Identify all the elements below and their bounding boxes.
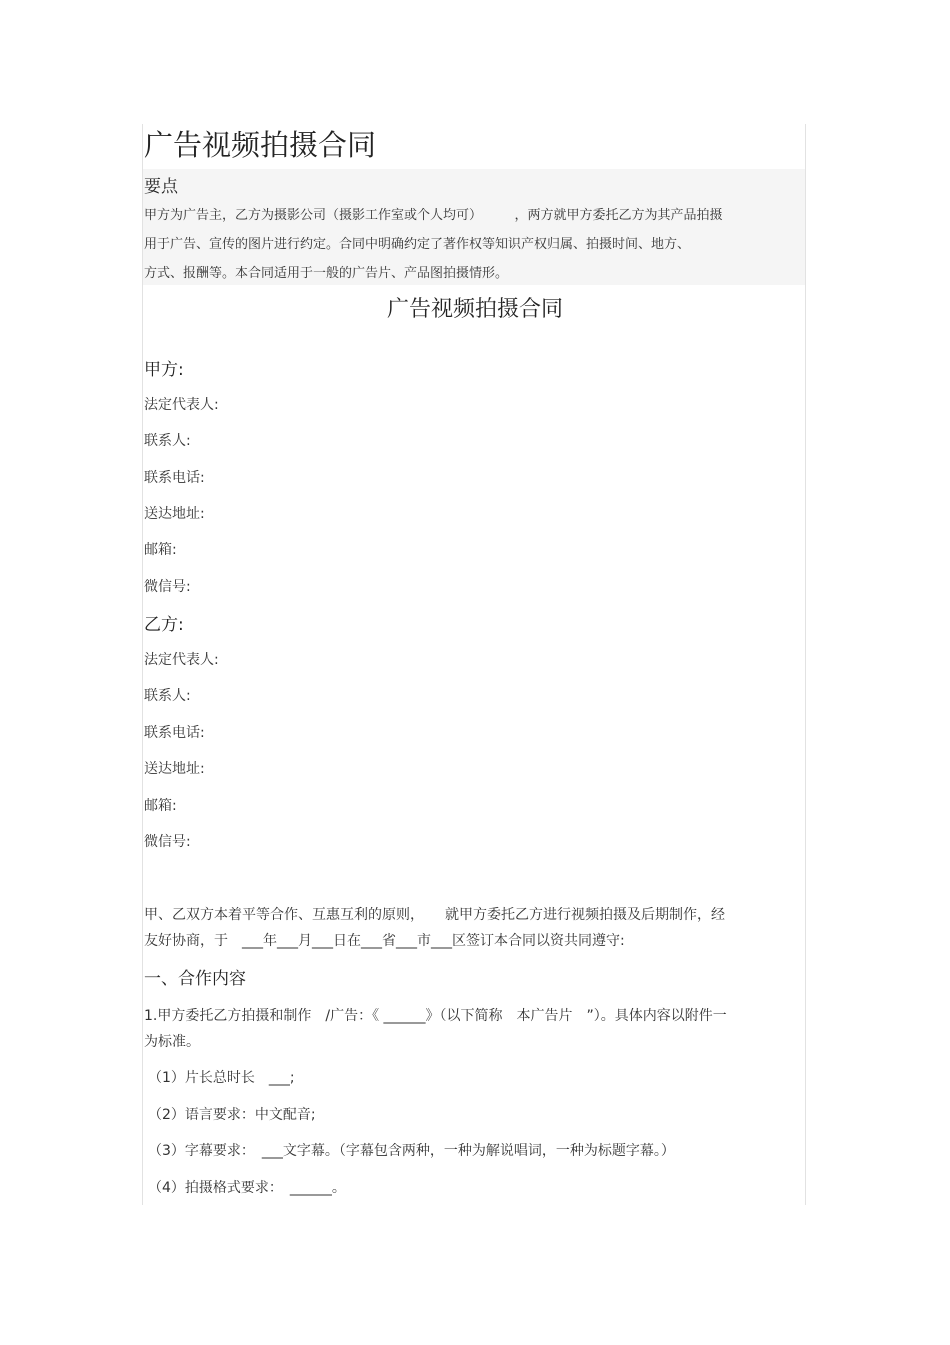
sub-item: （2）语言要求：中文配音;: [148, 1107, 316, 1123]
party-a-legal-rep: 法定代表人:: [144, 397, 219, 413]
party-b-legal-rep: 法定代表人:: [144, 652, 219, 668]
party-a-address: 送达地址:: [144, 506, 205, 522]
party-a-wechat: 微信号:: [144, 579, 191, 595]
clause-line: 1.甲方委托乙方拍摄和制作 /广告：《 ______》（以下简称 本广告片 ”）。具体内容以附件一: [144, 1008, 727, 1024]
party-a-phone: 联系电话:: [144, 470, 205, 486]
section-heading: 一、合作内容: [144, 969, 246, 989]
party-b-contact: 联系人:: [144, 688, 191, 704]
sub-item: （4）拍摄格式要求： ______。: [148, 1180, 346, 1196]
party-b-wechat: 微信号:: [144, 834, 191, 850]
party-b-address: 送达地址:: [144, 761, 205, 777]
party-a-label: 甲方:: [144, 360, 184, 380]
summary-line: 甲方为广告主，乙方为摄影公司（摄影工作室或个人均可） ，两方就甲方委托乙方为其产品拍摄: [144, 208, 723, 223]
summary-line: 用于广告、宣传的图片进行约定。合同中明确约定了著作权等知识产权归属、拍摄时间、地方、: [144, 237, 691, 252]
party-b-email: 邮箱:: [144, 798, 177, 814]
sub-item: （3）字幕要求： ___文字幕。（字幕包含两种，一种为解说唱词，一种为标题字幕。）: [148, 1143, 675, 1159]
contract-title: 广告视频拍摄合同: [386, 297, 563, 322]
summary-line: 方式、报酬等。本合同适用于一般的广告片、产品图拍摄情形。: [144, 266, 509, 281]
sub-item: （1）片长总时长 ___;: [148, 1070, 295, 1086]
party-b-phone: 联系电话:: [144, 725, 205, 741]
party-b-label: 乙方:: [144, 615, 184, 635]
clause-line: 为标准。: [144, 1034, 200, 1050]
preamble-line: 甲、乙双方本着平等合作、互惠互利的原则， 就甲方委托乙方进行视频拍摄及后期制作，经: [144, 907, 725, 923]
summary-heading: 要点: [144, 177, 178, 197]
document-title: 广告视频拍摄合同: [144, 128, 377, 162]
preamble-line: 友好协商，于 ___年___月___日在___省___市___区签订本合同以资共同遵守:: [144, 933, 625, 949]
document-frame: [142, 124, 806, 1205]
party-a-email: 邮箱:: [144, 542, 177, 558]
party-a-contact: 联系人:: [144, 433, 191, 449]
